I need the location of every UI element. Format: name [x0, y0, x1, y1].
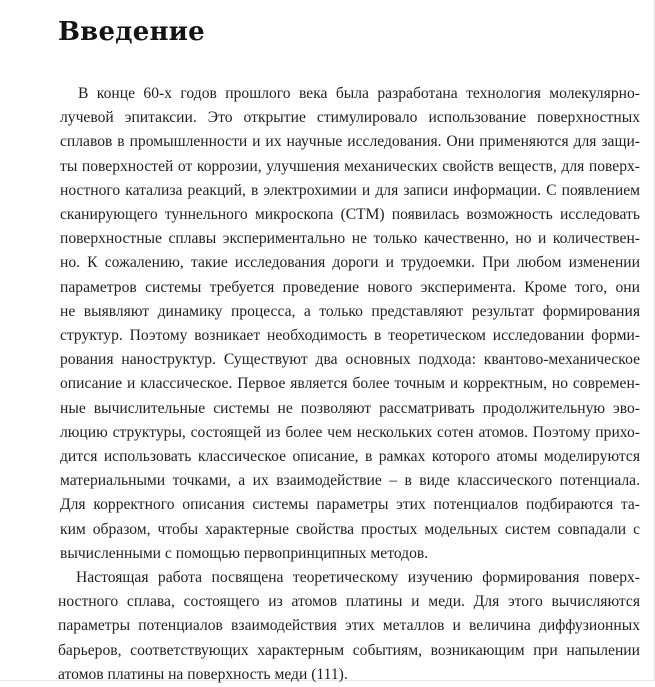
text-line: сканирующего туннельного микроскопа (СТМ) появилась возможность исследовать: [60, 206, 640, 224]
text-line: Настоящая работа посвящена теоретическому изучению формирования поверх-: [76, 569, 640, 587]
text-line: люцию структуры, состоящей из более чем нескольких сотен атомов. Поэтому прихо-: [60, 423, 640, 441]
text-line: рования наноструктур. Существуют два основных подхода: квантово-механическое: [60, 351, 640, 369]
text-line: ким образом, чтобы характерные свойства простых модельных систем совпадали с: [60, 520, 640, 538]
text-line: вычисленными с помощью первопринципных методов.: [60, 544, 429, 562]
paragraph: [58, 566, 640, 687]
text-line: структур. Поэтому возникает необходимость в теоретическом исследовании форми-: [60, 327, 640, 345]
text-line: поверхностные сплавы экспериментально не только качественно, но и количествен-: [60, 230, 640, 248]
text-line: не выявляют динамику процесса, а только представляют результат формирования: [60, 302, 640, 320]
text-line: атомов платины на поверхность меди (111).: [58, 665, 348, 683]
text-line: материальными точками, а их взаимодействие – в виде классического потенциала.: [60, 472, 640, 490]
text-line: ты поверхностей от коррозии, улучшения механических свойств веществ, для поверх-: [60, 157, 640, 175]
text-line: ностного сплава, состоящего из атомов платины и меди. Для этого вычисляются: [58, 593, 640, 611]
text-line: дится использовать классическое описание, в рамках которого атомы моделируются: [60, 448, 640, 466]
text-line: параметров системы требуется проведение нового эксперимента. Кроме того, они: [60, 278, 640, 296]
text-line: лучевой эпитаксии. Это открытие стимулировало использование поверхностных: [60, 109, 640, 127]
text-line: Для корректного описания системы параметры этих потенциалов подбираются та-: [60, 496, 640, 514]
text-line: параметры потенциалов взаимодействия этих металлов и величина диффузионных: [58, 617, 640, 635]
text-line: ностного катализа реакций, в электрохимии и для записи информации. С появлением: [60, 181, 640, 199]
text-line: но. К сожалению, такие исследования дороги и трудоемки. При любом изменении: [60, 254, 640, 272]
text-line: В конце 60-х годов прошлого века была разработана технология молекулярно-: [78, 85, 640, 102]
text-line: ные вычислительные системы не позволяют рассматривать продолжительную эво-: [60, 399, 640, 417]
body-text: [58, 82, 640, 687]
text-line: барьеров, соответствующих характерным событиям, возникающим при напылении: [58, 641, 640, 659]
paragraph: [58, 82, 640, 566]
text-line: сплавов в промышленности и их научные исследования. Они применяются для защи-: [60, 133, 640, 151]
text-line: описание и классическое. Первое является более точным и корректным, но современ-: [60, 375, 640, 393]
section-heading: Введение: [58, 17, 205, 47]
